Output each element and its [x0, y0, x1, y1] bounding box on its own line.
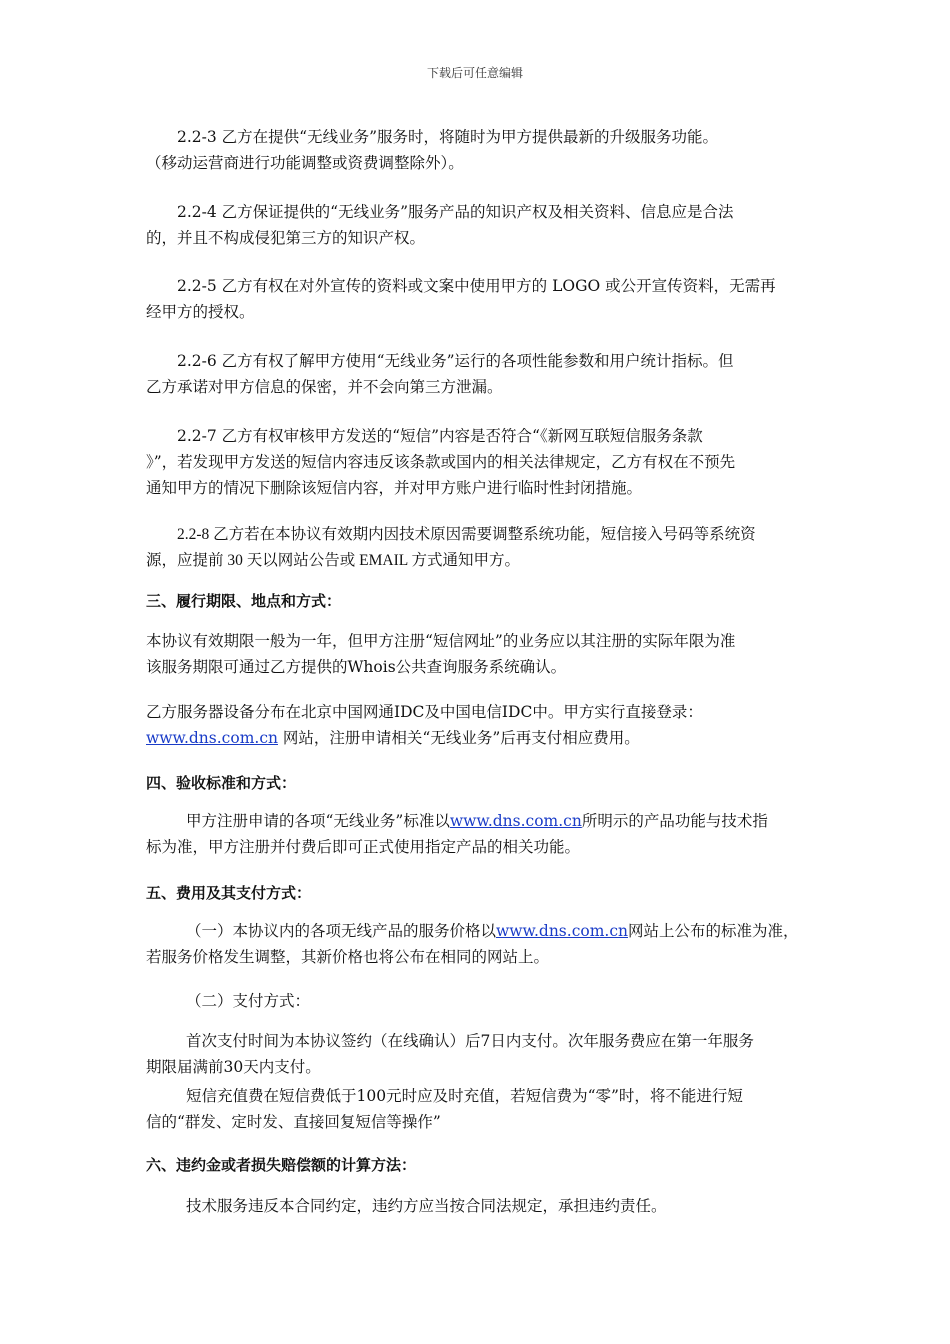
- section-5-paragraph-4: [146, 1083, 810, 1135]
- section-3-paragraph-1: [146, 628, 810, 680]
- section-3-heading: 三、履行期限、地点和方式：: [146, 592, 342, 610]
- paragraph-text: 甲方注册申请的各项“无线业务”标准以: [186, 812, 450, 830]
- paragraph-line: 期限届满前30天内支付。: [146, 1058, 321, 1076]
- clause-2-2-3: [146, 124, 810, 176]
- clause-line: 乙方承诺对甲方信息的保密，并不会向第三方泄漏。: [146, 378, 503, 396]
- clause-line: 2.2-6 乙方有权了解甲方使用“无线业务”运行的各项性能参数和用户统计指标。但: [177, 352, 734, 370]
- clause-2-2-8: [146, 522, 810, 574]
- paragraph-line: 若服务价格发生调整，其新价格也将公布在相同的网站上。: [146, 948, 550, 966]
- paragraph-line: [146, 725, 810, 751]
- section-5-paragraph-3: [146, 1028, 810, 1080]
- website-link[interactable]: www.dns.com.cn: [496, 922, 628, 940]
- clause-line: 2.2-7 乙方有权审核甲方发送的“短信”内容是否符合“《新网互联短信服务条款: [177, 427, 703, 445]
- section-6-heading: 六、违约金或者损失赔偿额的计算方法：: [146, 1156, 417, 1174]
- paragraph-line: 首次支付时间为本协议签约（在线确认）后7日内支付。次年服务费应在第一年服务: [186, 1032, 754, 1050]
- section-4-paragraph: [146, 808, 810, 860]
- paragraph-line: [146, 808, 810, 834]
- clause-line: 源，应提前 30 天以网站公告或 EMAIL 方式通知甲方。: [146, 552, 520, 569]
- clause-line: 通知甲方的情况下删除该短信内容，并对甲方账户进行临时性封闭措施。: [146, 479, 643, 497]
- section-4-heading: 四、验收标准和方式：: [146, 774, 297, 792]
- clause-line: 2.2-8 乙方若在本协议有效期内因技术原因需要调整系统功能，短信接入号码等系统资: [177, 526, 756, 543]
- section-5-heading: 五、费用及其支付方式：: [146, 884, 312, 902]
- paragraph-line: 本协议有效期限一般为一年，但甲方注册“短信网址”的业务应以其注册的实际年限为准: [146, 632, 736, 650]
- clause-line: 经甲方的授权。: [146, 303, 255, 321]
- clause-2-2-5: [146, 273, 810, 325]
- paragraph-line: 标为准，甲方注册并付费后即可正式使用指定产品的相关功能。: [146, 838, 581, 856]
- section-6-paragraph: [146, 1193, 810, 1219]
- clause-2-2-6: [146, 348, 810, 400]
- paragraph-line: 乙方服务器设备分布在北京中国网通IDC及中国电信IDC中。甲方实行直接登录：: [146, 703, 703, 721]
- section-5-paragraph-2: [146, 988, 810, 1014]
- paragraph-text: 网站上公布的标准为准，: [628, 922, 799, 940]
- clause-2-2-7: [146, 423, 810, 501]
- paragraph-line: 短信充值费在短信费低于100元时应及时充值，若短信费为“零”时，将不能进行短: [186, 1087, 743, 1105]
- clause-line: 2.2-5 乙方有权在对外宣传的资料或文案中使用甲方的 LOGO 或公开宣传资料，无需再: [177, 277, 776, 295]
- clause-line: 2.2-4 乙方保证提供的“无线业务”服务产品的知识产权及相关资料、信息应是合法: [177, 203, 734, 221]
- clause-line: 》”，若发现甲方发送的短信内容违反该条款或国内的相关法律规定，乙方有权在不预先: [146, 453, 736, 471]
- website-link[interactable]: www.dns.com.cn: [146, 729, 278, 747]
- clause-2-2-4: [146, 199, 810, 251]
- paragraph-line: （二）支付方式：: [186, 992, 311, 1010]
- paragraph-line: 技术服务违反本合同约定，违约方应当按合同法规定，承担违约责任。: [186, 1197, 667, 1215]
- paragraph-line: 该服务期限可通过乙方提供的Whois公共查询服务系统确认。: [146, 658, 567, 676]
- clause-line: 2.2-3 乙方在提供“无线业务”服务时，将随时为甲方提供最新的升级服务功能。: [177, 128, 719, 146]
- paragraph-line: 信的“群发、定时发、直接回复短信等操作”: [146, 1113, 441, 1131]
- clause-line: 的，并且不构成侵犯第三方的知识产权。: [146, 229, 426, 247]
- website-link[interactable]: www.dns.com.cn: [449, 812, 582, 830]
- section-5-paragraph-1: [146, 918, 810, 970]
- paragraph-text: 网站，注册申请相关“无线业务”后再支付相应费用。: [277, 729, 640, 747]
- paragraph-line: [146, 918, 810, 944]
- section-3-paragraph-2: [146, 699, 810, 751]
- clause-line: （移动运营商进行功能调整或资费调整除外）。: [146, 154, 464, 172]
- page-header: 下载后可任意编辑: [426, 66, 523, 80]
- paragraph-text: （一）本协议内的各项无线产品的服务价格以: [186, 922, 497, 940]
- paragraph-text: 所明示的产品功能与技术指: [581, 812, 768, 830]
